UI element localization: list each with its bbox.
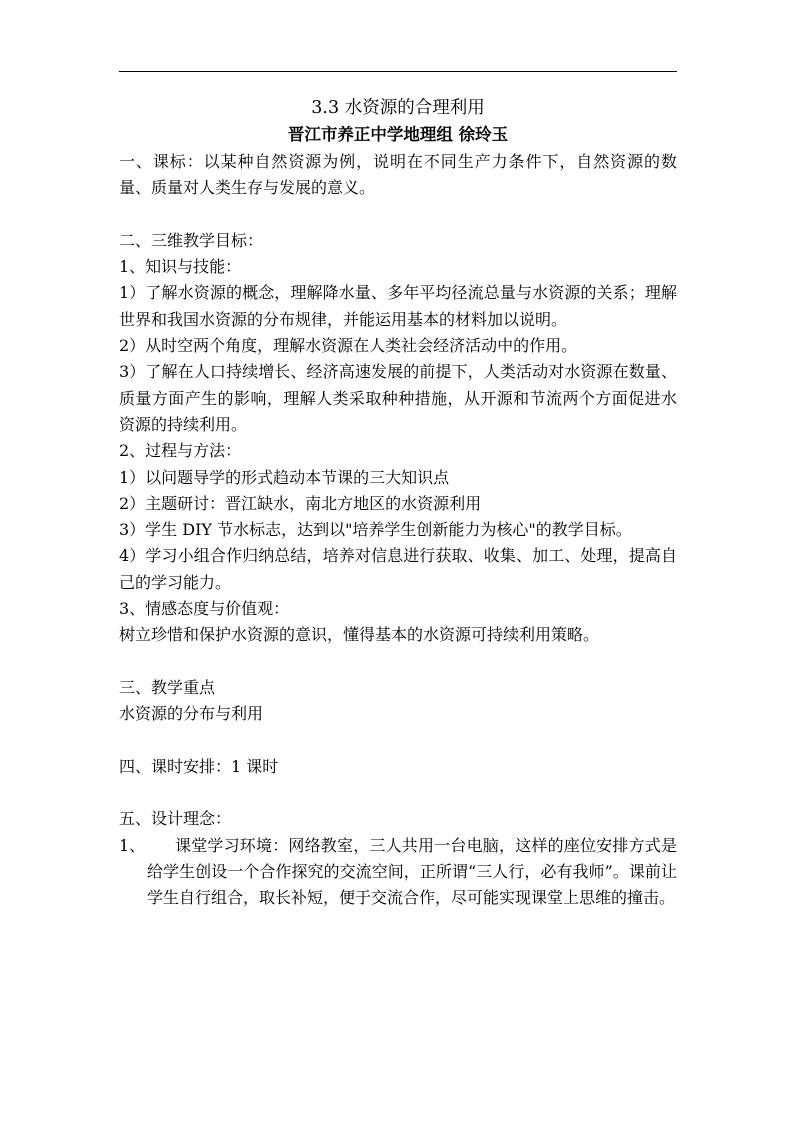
process-item-2: 2）主题研讨：晋江缺水，南北方地区的水资源利用 [119,493,482,513]
blank-line [119,202,677,228]
emotion-item-1: 树立珍惜和保护水资源的意识，懂得基本的水资源可持续利用策略。 [119,625,600,645]
section-design-heading: 五、设计理念： [119,809,232,829]
blank-line [119,780,677,806]
knowledge-skills-heading: 1、知识与技能： [119,257,242,277]
process-item-4: 4）学习小组合作归纳总结，培养对信息进行获取、收集、加工、处理，提高自己的学习能力。 [119,546,677,592]
design-item-text: 课堂学习环境：网络教室，三人共用一台电脑，这样的座位安排方式是给学生创设一个合作探究的交流空间，正所谓“三人行，必有我师”。课前让学生自行组合，取长补短，便于交流合作，尽可能实现课堂上思维的撞击。 [147,835,677,908]
header-rule [119,71,677,72]
document-title: 3.3 水资源的合理利用 [311,98,485,118]
section-objectives-heading: 二、三维教学目标： [119,230,264,250]
section-key-points-heading: 三、教学重点 [119,677,216,697]
knowledge-item-1: 1）了解水资源的概念，理解降水量、多年平均径流总量与水资源的关系；理解世界和我国水资源的分布规律，并能运用基本的材料加以说明。 [119,283,677,329]
document-page [119,95,677,912]
key-points-text: 水资源的分布与利用 [119,704,264,724]
design-item-number: 1、 [119,835,146,855]
emotion-values-heading: 3、情感态度与价值观： [119,599,290,619]
blank-line [119,649,677,675]
curriculum-standard: 一、课标：以某种自然资源为例，说明在不同生产力条件下，自然资源的数量、质量对人类生存与发展的意义。 [119,152,677,198]
knowledge-item-2: 2）从时空两个角度，理解水资源在人类社会经济活动中的作用。 [119,336,578,356]
document-subtitle: 晋江市养正中学地理组 徐玲玉 [287,125,509,144]
design-item-1 [119,833,677,912]
process-item-1: 1）以问题导学的形式趋动本节课的三大知识点 [119,467,450,487]
knowledge-item-3: 3）了解在人口持续增长、经济高速发展的前提下，人类活动对水资源在数量、质量方面产生的影响，理解人类采取种种措施，从开源和节流两个方面促进水资源的持续利用。 [119,362,677,434]
section-schedule-heading: 四、课时安排：1 课时 [119,756,279,776]
process-methods-heading: 2、过程与方法： [119,441,242,461]
process-item-3: 3）学生 DIY 节水标志，达到以"培养学生创新能力为核心"的教学目标。 [119,520,632,540]
blank-line [119,728,677,754]
